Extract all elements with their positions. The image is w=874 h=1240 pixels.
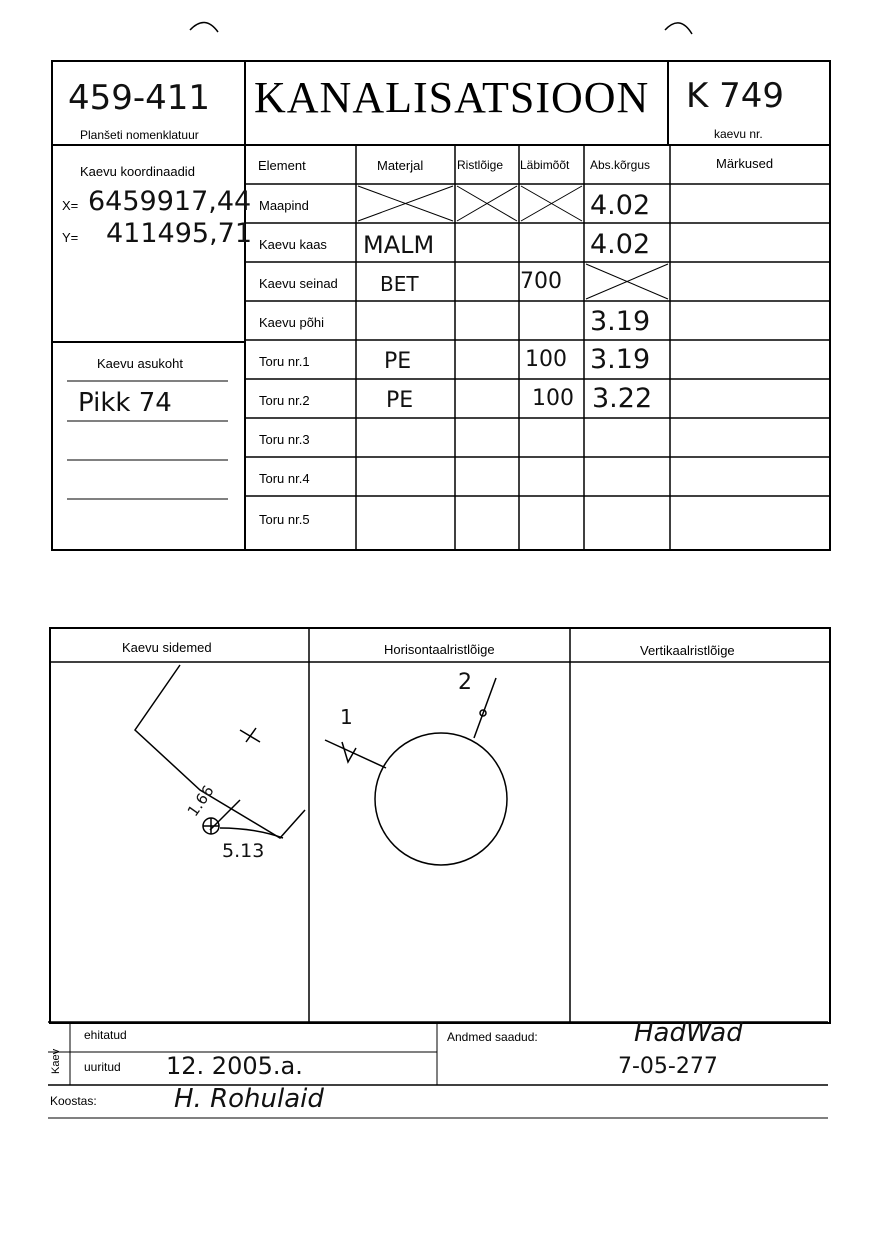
nomenclature-label: Planšeti nomenklatuur — [80, 128, 199, 142]
row-abs-height: 4.02 — [590, 190, 651, 221]
measured-value: 12. 2005.a. — [166, 1052, 303, 1080]
well-number-label: kaevu nr. — [714, 127, 763, 141]
row-abs-height: 3.19 — [590, 344, 651, 375]
row-abs-height: 3.19 — [590, 306, 651, 337]
signature: HadWad — [634, 1018, 743, 1048]
well-number-value: K 749 — [686, 76, 784, 116]
location-label: Kaevu asukoht — [97, 356, 184, 371]
vertical-section-label: Vertikaalristlõige — [640, 643, 735, 658]
ties-label: Kaevu sidemed — [122, 640, 212, 655]
x-label: X= — [62, 198, 79, 213]
x-value: 6459917,44 — [88, 186, 252, 217]
row-element: Kaevu põhi — [259, 315, 325, 330]
data-received-value: 7-05-277 — [618, 1054, 718, 1079]
author-label: Koostas: — [50, 1094, 97, 1108]
row-diameter: 700 — [520, 269, 562, 294]
horizontal-section-label: Horisontaalristlõige — [384, 642, 495, 657]
row-element: Toru nr.1 — [259, 354, 310, 369]
row-material: PE — [386, 388, 414, 413]
author-value: H. Rohulaid — [174, 1084, 324, 1114]
row-element: Toru nr.4 — [259, 471, 310, 486]
row-element: Toru nr.5 — [259, 511, 310, 527]
page-title: KANALISATSIOON — [254, 73, 650, 122]
tie-distance-1: 1.66 — [183, 782, 218, 820]
column-header-material: Materjal — [377, 157, 424, 173]
column-header-diameter: Läbimõõt — [520, 158, 570, 172]
column-header-cross-section: Ristlõige — [457, 158, 504, 172]
row-material: MALM — [363, 230, 435, 259]
column-header-element: Element — [258, 157, 306, 173]
location-value: Pikk 74 — [78, 388, 172, 418]
row-abs-height: 4.02 — [590, 229, 651, 260]
nomenclature-value: 459-411 — [68, 78, 211, 118]
measured-label: uuritud — [84, 1060, 121, 1074]
tie-distance-2: 5.13 — [222, 840, 265, 862]
built-label: ehitatud — [84, 1028, 127, 1042]
row-element: Kaevu kaas — [259, 237, 327, 252]
pipe-1-label: 1 — [340, 705, 353, 729]
row-diameter: 100 — [532, 386, 574, 411]
row-element: Maapind — [259, 198, 309, 213]
pipe-2-label: 2 — [458, 670, 472, 695]
row-diameter: 100 — [525, 347, 567, 372]
row-abs-height: 3.22 — [592, 383, 653, 414]
coordinates-label: Kaevu koordinaadid — [80, 164, 195, 179]
well-side-label: Kaev — [50, 1048, 62, 1074]
row-element: Toru nr.3 — [259, 432, 310, 447]
column-header-notes: Märkused — [716, 155, 774, 171]
column-header-abs-height: Abs.kõrgus — [590, 158, 651, 172]
y-label: Y= — [62, 230, 79, 245]
row-element: Toru nr.2 — [259, 393, 310, 408]
row-material: PE — [384, 349, 412, 374]
row-element: Kaevu seinad — [259, 276, 338, 291]
data-received-label: Andmed saadud: — [447, 1030, 538, 1044]
y-value: 411495,71 — [106, 218, 253, 249]
row-material: BET — [380, 271, 419, 296]
